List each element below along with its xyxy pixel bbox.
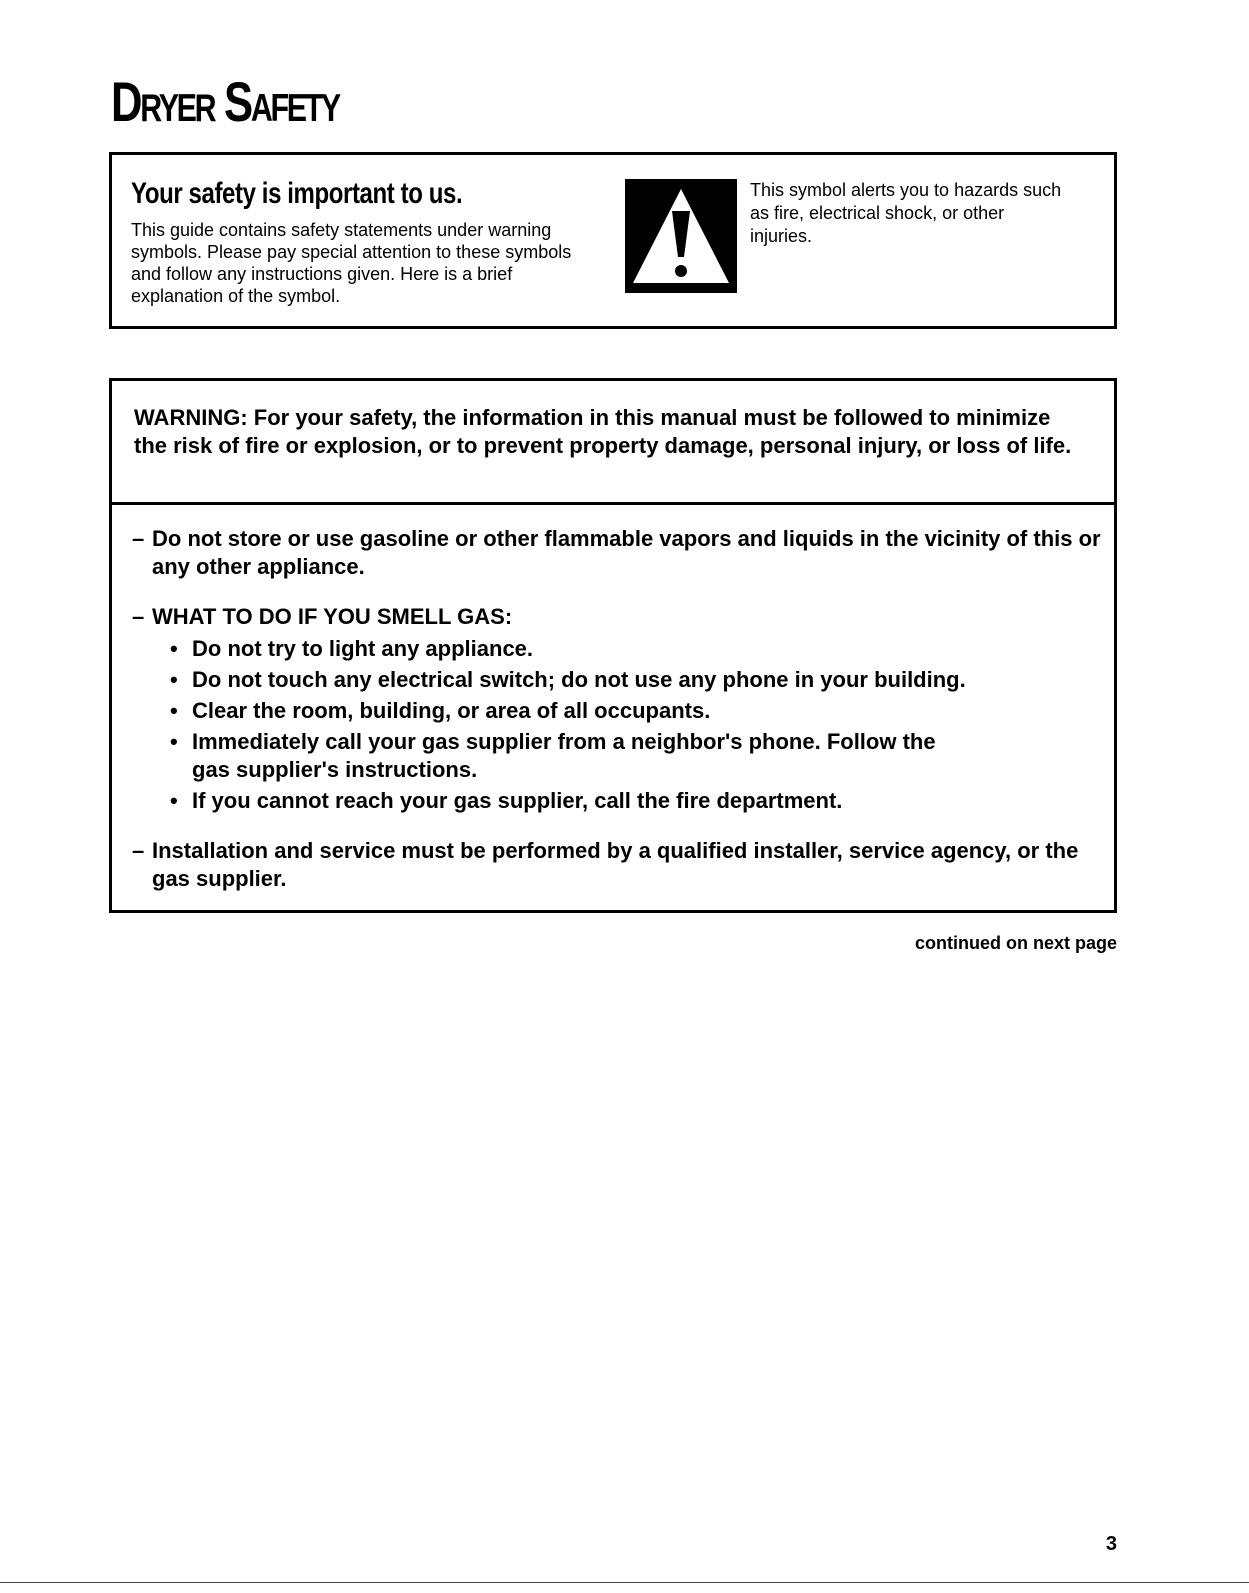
bullet-icon: •: [170, 636, 178, 661]
warning-item-installation: [132, 837, 1102, 893]
safety-intro-box: [109, 152, 1117, 329]
bullet-icon: •: [170, 698, 178, 723]
bullet-icon: •: [170, 788, 178, 813]
gas-steps-list: [152, 635, 1102, 815]
page-title: Dryer Safety: [111, 70, 339, 133]
warning-item-flammable: [132, 525, 1102, 581]
gas-step-text: Immediately call your gas supplier from a neighbor's phone. Follow the gas supplier's instructions.: [192, 729, 936, 782]
gas-step-text: If you cannot reach your gas supplier, call the fire department.: [192, 788, 843, 813]
list-item: [152, 697, 1102, 725]
dash-marker: –: [132, 604, 145, 629]
bottom-divider: [0, 1582, 1249, 1583]
bullet-icon: •: [170, 667, 178, 692]
warning-header: [112, 381, 1114, 505]
warning-item-heading: WHAT TO DO IF YOU SMELL GAS:: [152, 604, 513, 629]
list-item: [152, 787, 1102, 815]
intro-text: This guide contains safety statements under warning symbols. Please pay special attention to these symbols and follow any instructions given. Here is a brief explanation of the symbol.: [131, 220, 572, 306]
continued-note: continued on next page: [914, 933, 1117, 953]
list-item: [152, 666, 1102, 694]
gas-step-text: Do not touch any electrical switch; do not use any phone in your building.: [192, 667, 966, 692]
warning-statement: WARNING: For your safety, the information in this manual must be followed to minimize the risk of fire or explosion, or to prevent property damage, personal injury, or loss of life.: [134, 405, 1072, 458]
symbol-explanation: This symbol alerts you to hazards such as fire, electrical shock, or other injuries.: [750, 180, 1062, 246]
dash-marker: –: [132, 838, 145, 863]
dash-marker: –: [132, 526, 145, 551]
warning-triangle-icon: [625, 179, 737, 293]
warning-item-text: Do not store or use gasoline or other flammable vapors and liquids in the vicinity of this or any other appliance.: [152, 526, 1101, 579]
bullet-icon: •: [170, 729, 178, 754]
warning-item-smell-gas: [132, 603, 1102, 815]
warning-item-text: Installation and service must be performed by a qualified installer, service agency, or the gas supplier.: [152, 838, 1079, 891]
list-item: [152, 635, 1102, 663]
gas-warning-box: [109, 378, 1117, 913]
gas-step-text: Clear the room, building, or area of all occupants.: [192, 698, 711, 723]
intro-heading: Your safety is important to us.: [131, 177, 463, 210]
warning-list: [132, 525, 1102, 893]
page-number: 3: [1105, 1533, 1117, 1555]
gas-step-text: Do not try to light any appliance.: [192, 636, 534, 661]
list-item: [152, 728, 952, 784]
